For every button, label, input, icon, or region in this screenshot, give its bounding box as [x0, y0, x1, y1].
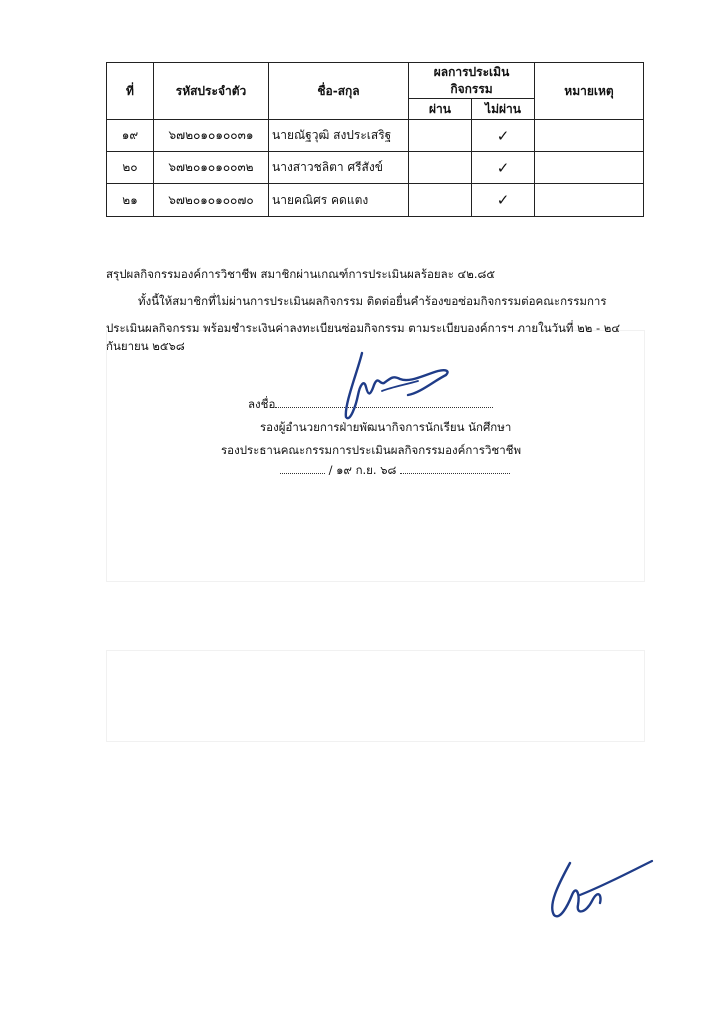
signature-date: / ๑๙ ก.ย. ๖๘ — [325, 463, 401, 477]
cell-remark — [535, 152, 644, 184]
instruction-line-3: กันยายน ๒๕๖๘ — [106, 339, 185, 353]
signer-position-2: รองประธานคณะกรรมการประเมินผลกิจกรรมองค์การวิชาชีพ — [221, 443, 522, 457]
instruction-line-2: ประเมินผลกิจกรรม พร้อมชำระเงินค่าลงทะเบียนซ่อมกิจกรรม ตามระเบียบองค์การฯ ภายในวันที่ ๒๒ - ๒๔ — [106, 321, 621, 335]
cell-remark — [535, 120, 644, 152]
instruction-line-1: ทั้งนี้ให้สมาชิกที่ไม่ผ่านการประเมินผลกิจกรรม ติดต่อยื่นคำร้องขอซ่อมกิจกรรมต่อคณะกรรมการ — [138, 294, 607, 308]
signature-label: ลงชื่อ — [248, 397, 276, 411]
header-remark: หมายเหตุ — [535, 63, 644, 120]
cell-name: นางสาวชลิตา ศรีสังข์ — [269, 152, 409, 184]
date-dotted-line — [280, 463, 325, 474]
cell-name: นายคณิศร คดแตง — [269, 184, 409, 217]
cell-pass — [409, 120, 472, 152]
header-student-id: รหัสประจำตัว — [154, 63, 269, 120]
header-result — [409, 63, 535, 99]
handwritten-initials — [540, 855, 660, 925]
header-fail: ไม่ผ่าน — [472, 99, 535, 120]
cell-student-id: ๖๗๒๐๑๐๑๐๐๓๑ — [154, 120, 269, 152]
signature-date-line — [280, 462, 510, 480]
header-result-line2: กิจกรรม — [450, 81, 493, 96]
header-pass: ผ่าน — [409, 99, 472, 120]
handwritten-signature — [300, 335, 460, 425]
header-name: ชื่อ-สกุล — [269, 63, 409, 120]
signer-position-1: รองผู้อำนวยการฝ่ายพัฒนากิจการนักเรียน นักศึกษา — [260, 420, 512, 434]
bleed-through-artifact — [106, 650, 645, 742]
cell-pass — [409, 152, 472, 184]
cell-student-id: ๖๗๒๐๑๐๑๐๐๓๒ — [154, 152, 269, 184]
cell-no: ๒๐ — [107, 152, 154, 184]
evaluation-table — [106, 62, 644, 217]
summary-line: สรุปผลกิจกรรมองค์การวิชาชีพ สมาชิกผ่านเกณฑ์การประเมินผลร้อยละ ๔๒.๘๕ — [106, 267, 496, 281]
cell-remark — [535, 184, 644, 217]
header-no: ที่ — [107, 63, 154, 120]
cell-no: ๒๑ — [107, 184, 154, 217]
table-row — [107, 152, 644, 184]
cell-fail-check: ✓ — [472, 152, 535, 184]
cell-no: ๑๙ — [107, 120, 154, 152]
cell-pass — [409, 184, 472, 217]
table-row — [107, 184, 644, 217]
cell-fail-check: ✓ — [472, 184, 535, 217]
cell-fail-check: ✓ — [472, 120, 535, 152]
header-result-line1: ผลการประเมิน — [433, 64, 510, 79]
cell-student-id: ๖๗๒๐๑๐๑๐๐๗๐ — [154, 184, 269, 217]
table-row — [107, 120, 644, 152]
cell-name: นายณัฐวุฒิ สงประเสริฐ — [269, 120, 409, 152]
date-dotted-line — [400, 463, 510, 474]
